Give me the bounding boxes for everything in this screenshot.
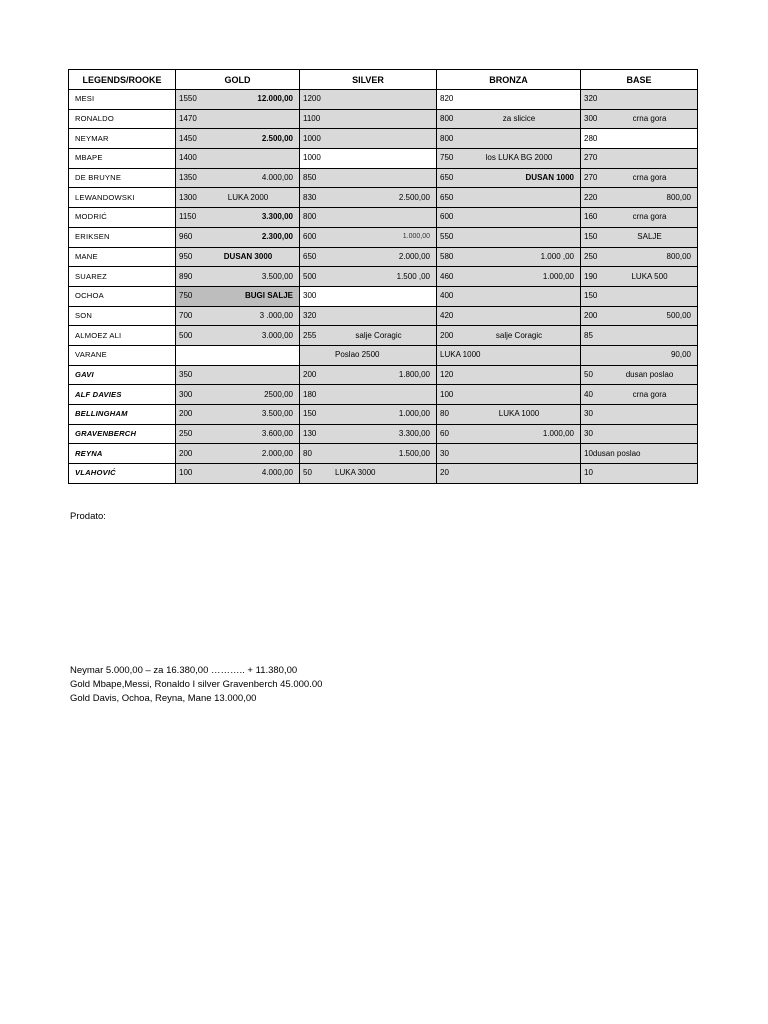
silver-note: 2.500,00 [398, 192, 430, 202]
bronza-value: 550 [440, 232, 454, 242]
silver-cell [300, 365, 437, 385]
silver-cell [300, 306, 437, 326]
base-value: 220 [584, 192, 598, 202]
base-value: 200 [584, 310, 598, 320]
base-cell [581, 464, 698, 484]
silver-note: 1.800,00 [398, 369, 430, 379]
gold-cell [176, 286, 300, 306]
silver-cell [300, 109, 437, 129]
base-cell [581, 345, 698, 365]
silver-cell [300, 90, 437, 110]
gold-cell [176, 365, 300, 385]
silver-cell [300, 188, 437, 208]
base-note: 500,00 [666, 310, 691, 320]
note-line: Gold Mbape,Messi, Ronaldo I silver Gravenberch 45.000.00 [70, 679, 323, 690]
player-name: OCHOA [69, 286, 176, 306]
bronza-value: LUKA 1000 [440, 350, 481, 360]
gold-value: 1400 [179, 153, 197, 163]
silver-value: 1000 [303, 133, 321, 143]
player-name: VARANE [69, 345, 176, 365]
silver-cell [300, 444, 437, 464]
base-cell [581, 306, 698, 326]
base-note: crna gora [632, 173, 667, 183]
bronza-cell [437, 129, 581, 149]
player-name: DE BRUYNE [69, 168, 176, 188]
bronza-value: 60 [440, 429, 449, 439]
player-name: RONALDO [69, 109, 176, 129]
base-value: 10dusan poslao [584, 448, 641, 458]
gold-cell [176, 267, 300, 287]
table-row [69, 188, 698, 208]
silver-cell [300, 168, 437, 188]
silver-cell [300, 424, 437, 444]
silver-note: 1.500,00 [398, 448, 430, 458]
gold-cell [176, 90, 300, 110]
silver-cell [300, 326, 437, 346]
gold-cell [176, 464, 300, 484]
base-cell [581, 90, 698, 110]
base-note: 800,00 [666, 251, 691, 261]
base-cell [581, 405, 698, 425]
bronza-value: 800 [440, 133, 454, 143]
base-note: crna gora [632, 114, 667, 124]
bronza-cell [437, 188, 581, 208]
silver-value: 200 [303, 369, 317, 379]
player-name: MBAPE [69, 149, 176, 169]
player-name: VLAHOVIĆ [69, 464, 176, 484]
table-row [69, 345, 698, 365]
base-value: 30 [584, 409, 593, 419]
bronza-cell [437, 208, 581, 228]
gold-cell [176, 444, 300, 464]
silver-value: 850 [303, 173, 317, 183]
silver-value: 80 [303, 448, 312, 458]
table-row [69, 385, 698, 405]
base-cell [581, 188, 698, 208]
silver-value: 800 [303, 212, 317, 222]
silver-cell [300, 385, 437, 405]
table-row [69, 405, 698, 425]
gold-note: DUSAN 3000 [223, 251, 273, 261]
silver-cell [300, 286, 437, 306]
base-value: 160 [584, 212, 598, 222]
base-value: 320 [584, 94, 598, 104]
base-value: 280 [584, 133, 598, 143]
gold-note: 4.000,00 [261, 173, 293, 183]
table-row [69, 365, 698, 385]
bronza-cell [437, 247, 581, 267]
bronza-note: LUKA 1000 [498, 409, 540, 419]
table-row [69, 306, 698, 326]
player-name: MANE [69, 247, 176, 267]
gold-note: 3.600,00 [261, 429, 293, 439]
gold-cell [176, 168, 300, 188]
bronza-cell [437, 109, 581, 129]
bronza-value: 650 [440, 192, 454, 202]
silver-value: 255 [303, 330, 317, 340]
bronza-cell [437, 385, 581, 405]
header-bronza: BRONZA [437, 70, 581, 90]
gold-value: 1450 [179, 133, 197, 143]
silver-note: 1.500 ,00 [396, 271, 430, 281]
base-cell [581, 326, 698, 346]
bronza-cell [437, 149, 581, 169]
header-base: BASE [581, 70, 698, 90]
silver-value: 130 [303, 429, 317, 439]
bronza-note: DUSAN 1000 [525, 173, 574, 183]
base-value: 85 [584, 330, 593, 340]
bronza-cell [437, 464, 581, 484]
silver-value: 830 [303, 192, 317, 202]
gold-value: 1350 [179, 173, 197, 183]
bronza-value: 750 [440, 153, 454, 163]
player-name: SON [69, 306, 176, 326]
gold-cell [176, 188, 300, 208]
base-note: LUKA 500 [631, 271, 668, 281]
base-note: SALJE [637, 232, 662, 242]
base-value: 270 [584, 153, 598, 163]
bronza-cell [437, 286, 581, 306]
prodato-label: Prodato: [70, 511, 106, 522]
table-row [69, 227, 698, 247]
gold-note: 3 .000,00 [259, 310, 293, 320]
silver-cell [300, 405, 437, 425]
silver-value: 650 [303, 251, 317, 261]
gold-value: 1300 [179, 192, 197, 202]
player-name: ERIKSEN [69, 227, 176, 247]
gold-value: 200 [179, 409, 193, 419]
bronza-value: 800 [440, 114, 454, 124]
table-row [69, 424, 698, 444]
bronza-value: 20 [440, 468, 449, 478]
table-row [69, 208, 698, 228]
table-row [69, 267, 698, 287]
bronza-value: 580 [440, 251, 454, 261]
bronza-note: 1.000 ,00 [540, 251, 574, 261]
gold-note: 4.000,00 [261, 468, 293, 478]
gold-value: 1550 [179, 94, 197, 104]
silver-value: 300 [303, 291, 317, 301]
bronza-cell [437, 405, 581, 425]
gold-value: 960 [179, 232, 193, 242]
table-row [69, 286, 698, 306]
base-value: 40 [584, 389, 593, 399]
player-card-table [68, 69, 698, 484]
bronza-value: 820 [440, 94, 454, 104]
gold-value: 890 [179, 271, 193, 281]
bronza-value: 100 [440, 389, 454, 399]
gold-value: 500 [179, 330, 193, 340]
base-note: crna gora [632, 212, 667, 222]
silver-note: LUKA 3000 [335, 468, 376, 478]
bronza-value: 600 [440, 212, 454, 222]
base-value: 270 [584, 173, 598, 183]
gold-cell [176, 385, 300, 405]
base-cell [581, 286, 698, 306]
player-name: MESI [69, 90, 176, 110]
gold-cell [176, 306, 300, 326]
silver-value: 1000 [303, 153, 321, 163]
silver-cell [300, 345, 437, 365]
base-value: 250 [584, 251, 598, 261]
gold-cell [176, 129, 300, 149]
silver-value: 600 [303, 232, 317, 242]
base-note: dusan poslao [625, 369, 674, 379]
gold-cell [176, 345, 300, 365]
player-name: LEWANDOWSKI [69, 188, 176, 208]
base-value: 30 [584, 429, 593, 439]
base-cell [581, 444, 698, 464]
player-name: REYNA [69, 444, 176, 464]
silver-cell [300, 267, 437, 287]
table-row [69, 90, 698, 110]
player-name: SUAREZ [69, 267, 176, 287]
base-value: 10 [584, 468, 593, 478]
base-note: crna gora [632, 389, 667, 399]
silver-value: 180 [303, 389, 317, 399]
silver-note: salje Coragic [355, 330, 402, 340]
silver-value: 1100 [303, 114, 321, 124]
base-cell [581, 227, 698, 247]
player-name: GAVI [69, 365, 176, 385]
table-row [69, 464, 698, 484]
bronza-cell [437, 168, 581, 188]
table-row [69, 149, 698, 169]
base-cell [581, 385, 698, 405]
bronza-value: 650 [440, 173, 454, 183]
silver-value: 320 [303, 310, 317, 320]
header-gold: GOLD [176, 70, 300, 90]
bronza-note: los LUKA BG 2000 [485, 153, 553, 163]
base-value: 50 [584, 369, 593, 379]
gold-value: 950 [179, 251, 193, 261]
base-cell [581, 365, 698, 385]
base-value: 300 [584, 114, 598, 124]
table-header-row [69, 70, 698, 90]
gold-note: 3.300,00 [261, 212, 293, 222]
gold-value: 250 [179, 429, 193, 439]
silver-value: 150 [303, 409, 317, 419]
bronza-note: 1.000,00 [542, 271, 574, 281]
bronza-value: 420 [440, 310, 454, 320]
note-line: Neymar 5.000,00 – za 16.380,00 ……….. + 11.380,00 [70, 665, 298, 676]
header-legends: LEGENDS/ROOKE [69, 70, 176, 90]
gold-note: 3.000,00 [261, 330, 293, 340]
silver-cell [300, 129, 437, 149]
bronza-value: 80 [440, 409, 449, 419]
gold-cell [176, 247, 300, 267]
gold-note: LUKA 2000 [227, 192, 269, 202]
silver-note: 1.000,00 [398, 409, 430, 419]
bronza-note: 1.000,00 [542, 429, 574, 439]
silver-note: 2.000,00 [398, 251, 430, 261]
bronza-cell [437, 306, 581, 326]
gold-cell [176, 405, 300, 425]
base-note: 800,00 [666, 192, 691, 202]
player-name: GRAVENBERCH [69, 424, 176, 444]
bronza-value: 460 [440, 271, 454, 281]
gold-value: 300 [179, 389, 193, 399]
silver-note: 3.300,00 [398, 429, 430, 439]
silver-cell [300, 464, 437, 484]
table-row [69, 326, 698, 346]
gold-value: 350 [179, 369, 193, 379]
bronza-value: 200 [440, 330, 454, 340]
player-name: NEYMAR [69, 129, 176, 149]
bronza-value: 120 [440, 369, 454, 379]
gold-value: 200 [179, 448, 193, 458]
bronza-cell [437, 326, 581, 346]
base-cell [581, 168, 698, 188]
base-note: 90,00 [670, 350, 691, 360]
bronza-cell [437, 365, 581, 385]
bronza-note: salje Coragic [495, 330, 543, 340]
gold-cell [176, 208, 300, 228]
base-cell [581, 149, 698, 169]
bronza-cell [437, 444, 581, 464]
player-name: MODRIĆ [69, 208, 176, 228]
table-row [69, 444, 698, 464]
bronza-cell [437, 227, 581, 247]
gold-note: 3.500,00 [261, 271, 293, 281]
bronza-value: 400 [440, 291, 454, 301]
base-cell [581, 109, 698, 129]
silver-cell [300, 208, 437, 228]
gold-note: 2.500,00 [261, 133, 293, 143]
base-value: 150 [584, 291, 598, 301]
bronza-cell [437, 424, 581, 444]
bronza-note: za slicice [502, 114, 536, 124]
player-name: ALF DAVIES [69, 385, 176, 405]
gold-note: 3.500,00 [261, 409, 293, 419]
silver-value: 50 [303, 468, 312, 478]
gold-note: 2500,00 [264, 389, 293, 399]
silver-value: 500 [303, 271, 317, 281]
silver-cell [300, 247, 437, 267]
base-value: 190 [584, 271, 598, 281]
bronza-cell [437, 345, 581, 365]
gold-cell [176, 326, 300, 346]
base-cell [581, 208, 698, 228]
player-name: ALMOEZ ALI [69, 326, 176, 346]
gold-value: 1150 [179, 212, 197, 222]
bronza-cell [437, 90, 581, 110]
gold-value: 100 [179, 468, 193, 478]
gold-value: 750 [179, 291, 193, 301]
gold-cell [176, 227, 300, 247]
silver-cell [300, 149, 437, 169]
table-row [69, 247, 698, 267]
gold-cell [176, 149, 300, 169]
player-name: BELLINGHAM [69, 405, 176, 425]
base-cell [581, 424, 698, 444]
base-cell [581, 129, 698, 149]
gold-value: 700 [179, 310, 193, 320]
gold-note: 2.300,00 [261, 232, 293, 242]
table-row [69, 129, 698, 149]
bronza-value: 30 [440, 448, 449, 458]
gold-note: BUGI SALJE [244, 291, 293, 301]
header-silver: SILVER [300, 70, 437, 90]
table-row [69, 109, 698, 129]
base-value: 150 [584, 232, 598, 242]
silver-cell [300, 227, 437, 247]
silver-note: Poslao 2500 [335, 350, 380, 360]
table-row [69, 168, 698, 188]
silver-note: 1.000,00 [402, 233, 430, 241]
base-cell [581, 247, 698, 267]
gold-cell [176, 424, 300, 444]
note-line: Gold Davis, Ochoa, Reyna, Mane 13.000,00 [70, 693, 257, 704]
silver-value: 1200 [303, 94, 321, 104]
bronza-cell [437, 267, 581, 287]
base-cell [581, 267, 698, 287]
gold-note: 2.000,00 [261, 448, 293, 458]
gold-note: 12.000,00 [257, 94, 293, 104]
gold-value: 1470 [179, 114, 197, 124]
gold-cell [176, 109, 300, 129]
